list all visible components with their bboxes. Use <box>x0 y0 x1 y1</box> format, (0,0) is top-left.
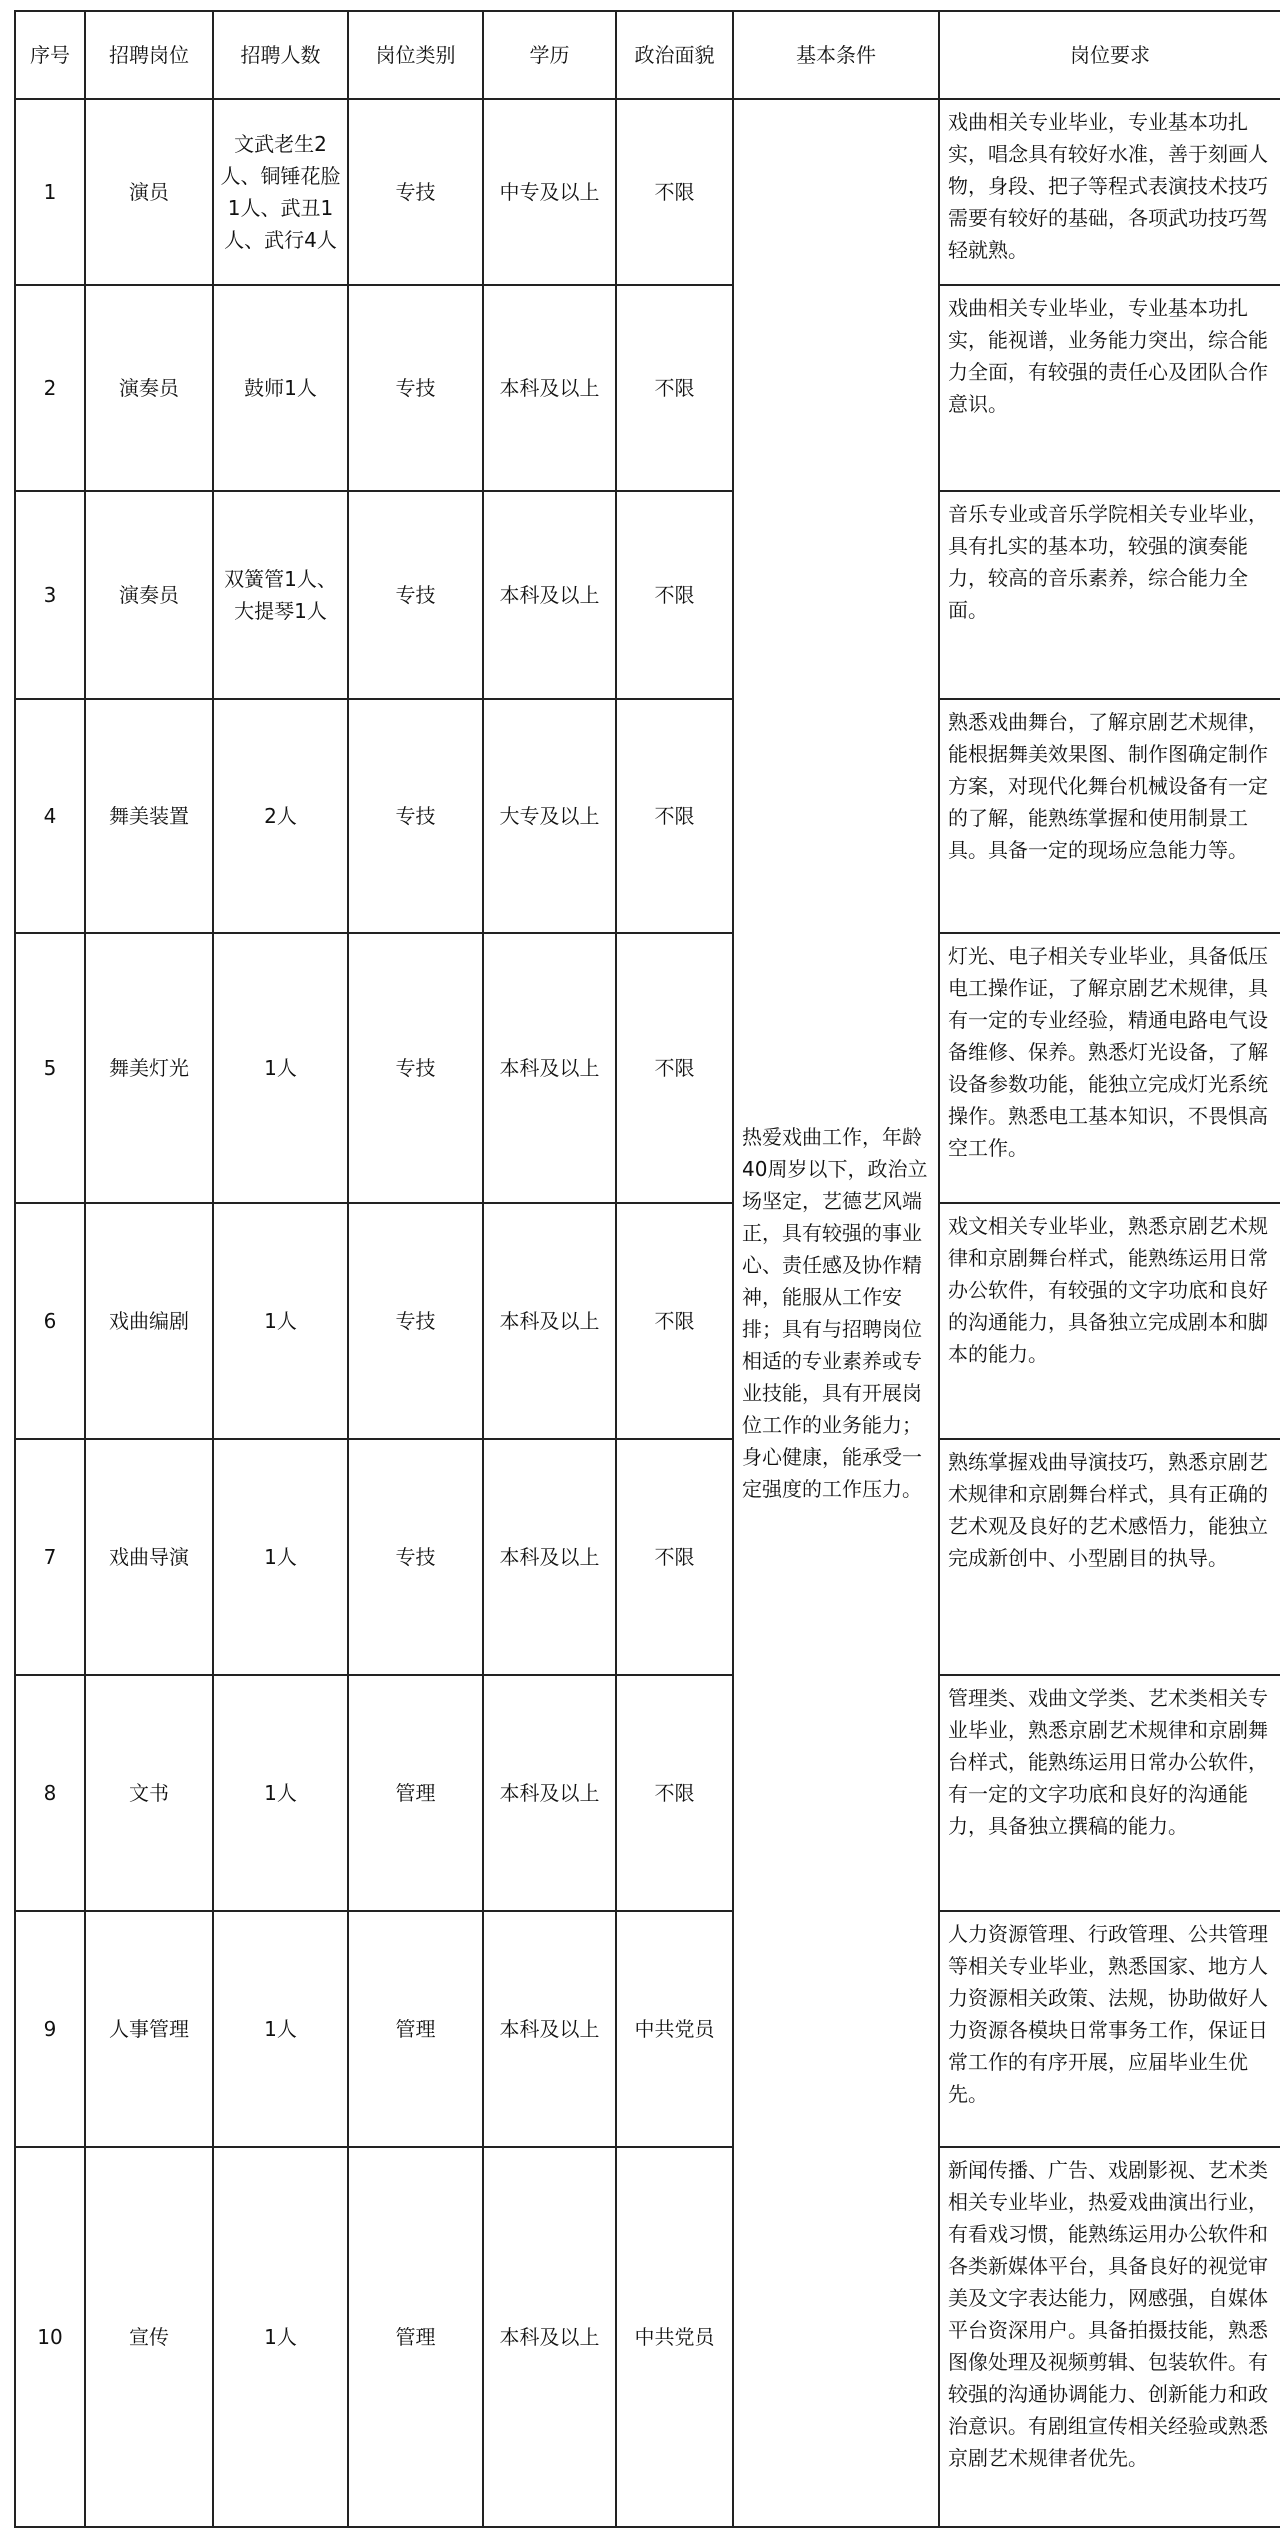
count-text: 文武老生2人、铜锤花脸1人、武丑1人、武行4人 <box>220 132 341 252</box>
table-row <box>15 1911 1280 2147</box>
requirement-cell: 新闻传播、广告、戏剧影视、艺术类相关专业毕业，热爱戏曲演出行业，有看戏习惯，能熟练运用办公软件和各类新媒体平台，具备良好的视觉审美及文字表达能力，网感强，自媒体平台资深用户。具备拍摄技能，熟悉图像处理及视频剪辑、包装软件。有较强的沟通协调能力、创新能力和政治意识。有剧组宣传相关经验或熟悉京剧艺术规律者优先。 <box>939 2147 1280 2527</box>
recruitment-table <box>14 10 1280 2528</box>
requirement-cell: 灯光、电子相关专业毕业，具备低压电工操作证，了解京剧艺术规律，具有一定的专业经验，精通电路电气设备维修、保养。熟悉灯光设备，了解设备参数功能，能独立完成灯光系统操作。熟悉电工基本知识，不畏惧高空工作。 <box>939 933 1280 1203</box>
table-row <box>15 1675 1280 1911</box>
education-cell: 中专及以上 <box>483 99 616 285</box>
table-row <box>15 99 1280 285</box>
category-cell: 专技 <box>348 699 483 933</box>
row-number: 10 <box>15 2147 85 2527</box>
row-number: 8 <box>15 1675 85 1911</box>
table-row <box>15 2147 1280 2527</box>
education-cell: 本科及以上 <box>483 1675 616 1911</box>
row-number: 1 <box>15 99 85 285</box>
politics-cell: 不限 <box>616 99 733 285</box>
count-text: 1人 <box>264 1056 297 1080</box>
count-cell <box>213 491 348 699</box>
table-row <box>15 1203 1280 1439</box>
recruitment-table-container <box>14 10 1280 2528</box>
count-cell <box>213 99 348 285</box>
education-cell: 本科及以上 <box>483 2147 616 2527</box>
education-cell: 大专及以上 <box>483 699 616 933</box>
count-text: 1人 <box>264 1309 297 1333</box>
position-cell: 演员 <box>85 99 213 285</box>
position-cell: 人事管理 <box>85 1911 213 2147</box>
category-cell: 管理 <box>348 2147 483 2527</box>
politics-cell: 不限 <box>616 1203 733 1439</box>
row-number: 4 <box>15 699 85 933</box>
count-cell <box>213 1439 348 1675</box>
header-row <box>15 11 1280 99</box>
count-cell <box>213 933 348 1203</box>
header-cell: 基本条件 <box>733 11 939 99</box>
count-text: 1人 <box>264 1781 297 1805</box>
category-cell: 专技 <box>348 1439 483 1675</box>
header-cell: 学历 <box>483 11 616 99</box>
category-cell: 专技 <box>348 285 483 491</box>
requirement-cell: 熟练掌握戏曲导演技巧，熟悉京剧艺术规律和京剧舞台样式，具有正确的艺术观及良好的艺术感悟力，能独立完成新创中、小型剧目的执导。 <box>939 1439 1280 1675</box>
row-number: 5 <box>15 933 85 1203</box>
table-row <box>15 933 1280 1203</box>
header-cell: 招聘人数 <box>213 11 348 99</box>
politics-cell: 不限 <box>616 491 733 699</box>
category-cell: 专技 <box>348 99 483 285</box>
politics-cell: 中共党员 <box>616 1911 733 2147</box>
base-condition-cell: 热爱戏曲工作，年龄40周岁以下，政治立场坚定，艺德艺风端正，具有较强的事业心、责任感及协作精神，能服从工作安排；具有与招聘岗位相适的专业素养或专业技能，具有开展岗位工作的业务能力；身心健康，能承受一定强度的工作压力。 <box>733 99 939 2527</box>
position-cell: 文书 <box>85 1675 213 1911</box>
count-text: 1人 <box>264 1545 297 1569</box>
header-cell: 政治面貌 <box>616 11 733 99</box>
education-cell: 本科及以上 <box>483 491 616 699</box>
education-cell: 本科及以上 <box>483 285 616 491</box>
position-cell: 宣传 <box>85 2147 213 2527</box>
table-row <box>15 285 1280 491</box>
requirement-cell: 音乐专业或音乐学院相关专业毕业，具有扎实的基本功，较强的演奏能力，较高的音乐素养，综合能力全面。 <box>939 491 1280 699</box>
education-cell: 本科及以上 <box>483 933 616 1203</box>
table-row <box>15 491 1280 699</box>
politics-cell: 中共党员 <box>616 2147 733 2527</box>
position-cell: 戏曲导演 <box>85 1439 213 1675</box>
education-cell: 本科及以上 <box>483 1911 616 2147</box>
position-cell: 舞美灯光 <box>85 933 213 1203</box>
header-cell: 岗位类别 <box>348 11 483 99</box>
header-cell: 招聘岗位 <box>85 11 213 99</box>
politics-cell: 不限 <box>616 933 733 1203</box>
requirement-cell: 管理类、戏曲文学类、艺术类相关专业毕业，熟悉京剧艺术规律和京剧舞台样式，能熟练运用日常办公软件，有一定的文字功底和良好的沟通能力，具备独立撰稿的能力。 <box>939 1675 1280 1911</box>
row-number: 9 <box>15 1911 85 2147</box>
count-cell <box>213 1203 348 1439</box>
category-cell: 专技 <box>348 933 483 1203</box>
politics-cell: 不限 <box>616 699 733 933</box>
education-cell: 本科及以上 <box>483 1203 616 1439</box>
count-cell <box>213 1911 348 2147</box>
row-number: 2 <box>15 285 85 491</box>
row-number: 7 <box>15 1439 85 1675</box>
requirement-cell: 人力资源管理、行政管理、公共管理等相关专业毕业，熟悉国家、地方人力资源相关政策、法规，协助做好人力资源各模块日常事务工作，保证日常工作的有序开展，应届毕业生优先。 <box>939 1911 1280 2147</box>
education-cell: 本科及以上 <box>483 1439 616 1675</box>
count-cell <box>213 699 348 933</box>
politics-cell: 不限 <box>616 285 733 491</box>
position-cell: 戏曲编剧 <box>85 1203 213 1439</box>
category-cell: 管理 <box>348 1911 483 2147</box>
position-cell: 演奏员 <box>85 491 213 699</box>
table-row <box>15 1439 1280 1675</box>
count-text: 1人 <box>264 2017 297 2041</box>
requirement-cell: 熟悉戏曲舞台，了解京剧艺术规律，能根据舞美效果图、制作图确定制作方案，对现代化舞台机械设备有一定的了解，能熟练掌握和使用制景工具。具备一定的现场应急能力等。 <box>939 699 1280 933</box>
requirement-cell: 戏曲相关专业毕业，专业基本功扎实，能视谱，业务能力突出，综合能力全面，有较强的责任心及团队合作意识。 <box>939 285 1280 491</box>
category-cell: 专技 <box>348 491 483 699</box>
politics-cell: 不限 <box>616 1675 733 1911</box>
count-cell <box>213 2147 348 2527</box>
category-cell: 专技 <box>348 1203 483 1439</box>
header-cell: 序号 <box>15 11 85 99</box>
count-cell <box>213 1675 348 1911</box>
position-cell: 舞美装置 <box>85 699 213 933</box>
requirement-cell: 戏文相关专业毕业，熟悉京剧艺术规律和京剧舞台样式，能熟练运用日常办公软件，有较强的文字功底和良好的沟通能力，具备独立完成剧本和脚本的能力。 <box>939 1203 1280 1439</box>
position-cell: 演奏员 <box>85 285 213 491</box>
category-cell: 管理 <box>348 1675 483 1911</box>
table-row <box>15 699 1280 933</box>
politics-cell: 不限 <box>616 1439 733 1675</box>
count-text: 2人 <box>264 804 297 828</box>
count-text: 鼓师1人 <box>244 376 317 400</box>
row-number: 6 <box>15 1203 85 1439</box>
count-text: 双簧管1人、大提琴1人 <box>224 567 337 623</box>
row-number: 3 <box>15 491 85 699</box>
count-cell <box>213 285 348 491</box>
requirement-cell: 戏曲相关专业毕业，专业基本功扎实，唱念具有较好水准，善于刻画人物，身段、把子等程式表演技术技巧需要有较好的基础，各项武功技巧驾轻就熟。 <box>939 99 1280 285</box>
header-cell: 岗位要求 <box>939 11 1280 99</box>
count-text: 1人 <box>264 2325 297 2349</box>
